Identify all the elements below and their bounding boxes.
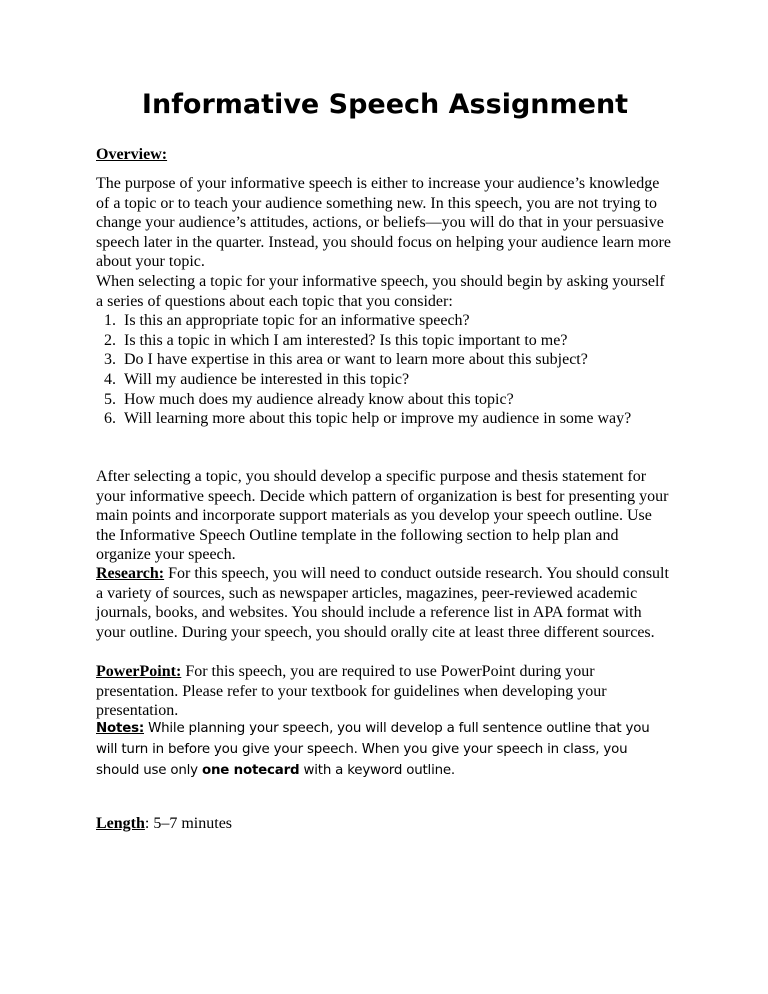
overview-paragraph-1: The purpose of your informative speech is either to increase your audience’s knowledge of a topic or to teach your audience something new. In this speech, you are not trying to change your audience’s attitudes, actions, or beliefs—you will do that in your persuasive speech later in the quarter. Instead, you should focus on helping your audience learn more about your topic.: [96, 175, 671, 271]
research-label: Research:: [96, 565, 165, 582]
question-item: 5. How much does my audience already know about this topic?: [120, 390, 674, 410]
powerpoint-paragraph: PowerPoint: For this speech, you are required to use PowerPoint during your presentation. Please refer to your textbook for guidelines when developing your presentation.: [96, 663, 607, 720]
length-paragraph: Length: 5–7 minutes: [96, 815, 233, 832]
question-item: 2. Is this a topic in which I am interested? Is this topic important to me?: [120, 331, 674, 351]
powerpoint-label: PowerPoint:: [96, 663, 182, 680]
questions-list: [96, 311, 674, 429]
question-item: 1. Is this an appropriate topic for an informative speech?: [120, 311, 674, 331]
notes-label: Notes:: [96, 721, 145, 736]
length-label: Length: [96, 815, 145, 832]
overview-heading: Overview:: [96, 146, 168, 163]
overview-paragraph-3: After selecting a topic, you should develop a specific purpose and thesis statement for your informative speech. Decide which pattern of organization is best for presenting your main points and incorporate support materials as you develop your speech outline. Use the Informative Speech Outline template in the following section to help plan and organize your speech.: [96, 468, 669, 564]
question-item: 3. Do I have expertise in this area or want to learn more about this subject?: [120, 350, 674, 370]
overview-paragraph-2: When selecting a topic for your informative speech, you should begin by asking yourself a series of questions about each topic that you consider:: [96, 273, 665, 310]
topic-selection-section: [96, 272, 674, 429]
document-title: Informative Speech Assignment: [141, 89, 629, 120]
research-paragraph: Research: For this speech, you will need to conduct outside research. You should consult a variety of sources, such as newspaper articles, magazines, peer-reviewed academic journals, books, and websites. You should include a reference list in APA format with your outline. During your speech, you should orally cite at least three different sources.: [96, 565, 669, 641]
notes-paragraph: Notes: While planning your speech, you will develop a full sentence outline that you will turn in before you give your speech. When you give your speech in class, you should use only one notecard with a keyword outline.: [96, 721, 650, 778]
question-item: 4. Will my audience be interested in this topic?: [120, 370, 674, 390]
question-item: 6. Will learning more about this topic help or improve my audience in some way?: [120, 409, 674, 429]
